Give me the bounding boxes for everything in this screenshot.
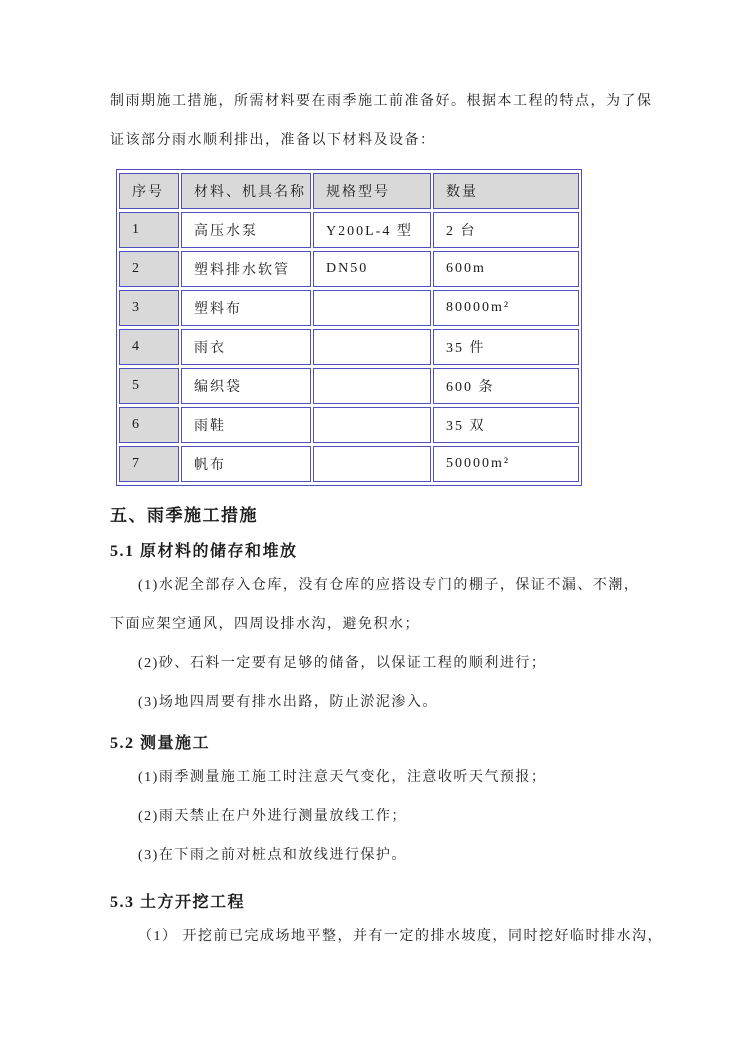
paragraph-line: （1） 开挖前已完成场地平整，并有一定的排水坡度，同时挖好临时排水沟， [138, 929, 663, 944]
table-cell: 4 [119, 329, 179, 365]
table-row [119, 329, 579, 365]
table-cell: 编织袋 [181, 368, 311, 404]
table-cell: 600m [433, 251, 579, 287]
table-cell: 80000m² [433, 290, 579, 326]
table-cell: 600 条 [433, 368, 579, 404]
table-cell: 3 [119, 290, 179, 326]
table-row [119, 212, 579, 248]
table-cell [313, 446, 431, 482]
table-cell: 6 [119, 407, 179, 443]
table-cell: 高压水泵 [181, 212, 311, 248]
paragraph-line: (3)在下雨之前对桩点和放线进行保护。 [138, 848, 407, 863]
paragraph-line: (1)水泥全部存入仓库，没有仓库的应搭设专门的棚子，保证不漏、不潮， [138, 578, 640, 593]
table-cell: 雨鞋 [181, 407, 311, 443]
table-cell: 塑料布 [181, 290, 311, 326]
intro-line-2: 证该部分雨水顺利排出，准备以下材料及设备： [110, 133, 436, 148]
table-row [119, 290, 579, 326]
table-header-cell: 序号 [119, 173, 179, 209]
table-cell: 雨衣 [181, 329, 311, 365]
table-cell: 35 双 [433, 407, 579, 443]
paragraph-line: (2)砂、石料一定要有足够的储备，以保证工程的顺利进行； [138, 656, 547, 671]
intro-line-1: 制雨期施工措施，所需材料要在雨季施工前准备好。根据本工程的特点，为了保 [110, 94, 653, 109]
paragraph-line: (2)雨天禁止在户外进行测量放线工作； [138, 809, 407, 824]
table-cell: Y200L-4 型 [313, 212, 431, 248]
table-cell [313, 290, 431, 326]
paragraph-line: (1)雨季测量施工施工时注意天气变化，注意收听天气预报； [138, 770, 547, 785]
table-header-cell: 规格型号 [313, 173, 431, 209]
materials-table [116, 169, 582, 486]
table-header-row [119, 173, 579, 209]
table-cell: 塑料排水软管 [181, 251, 311, 287]
table-row [119, 446, 579, 482]
table-header-cell: 数量 [433, 173, 579, 209]
section-5-2-heading: 5.2 测量施工 [110, 735, 211, 752]
table-cell: DN50 [313, 251, 431, 287]
table-cell: 2 [119, 251, 179, 287]
table-cell: 7 [119, 446, 179, 482]
table-row [119, 407, 579, 443]
table-row [119, 368, 579, 404]
table-cell [313, 329, 431, 365]
section-5-1-heading: 5.1 原材料的储存和堆放 [110, 543, 298, 560]
table-cell: 5 [119, 368, 179, 404]
table-cell: 50000m² [433, 446, 579, 482]
table-cell: 1 [119, 212, 179, 248]
paragraph-line: (3)场地四周要有排水出路，防止淤泥渗入。 [138, 695, 438, 710]
table-cell: 2 台 [433, 212, 579, 248]
table-cell: 35 件 [433, 329, 579, 365]
paragraph-line: 下面应架空通风，四周设排水沟，避免积水； [110, 617, 420, 632]
table-cell: 帆布 [181, 446, 311, 482]
section-5-heading: 五、雨季施工措施 [110, 506, 258, 525]
table-cell [313, 407, 431, 443]
table-header-cell: 材料、机具名称 [181, 173, 311, 209]
section-5-3-heading: 5.3 土方开挖工程 [110, 894, 246, 911]
table-cell [313, 368, 431, 404]
table-row [119, 251, 579, 287]
